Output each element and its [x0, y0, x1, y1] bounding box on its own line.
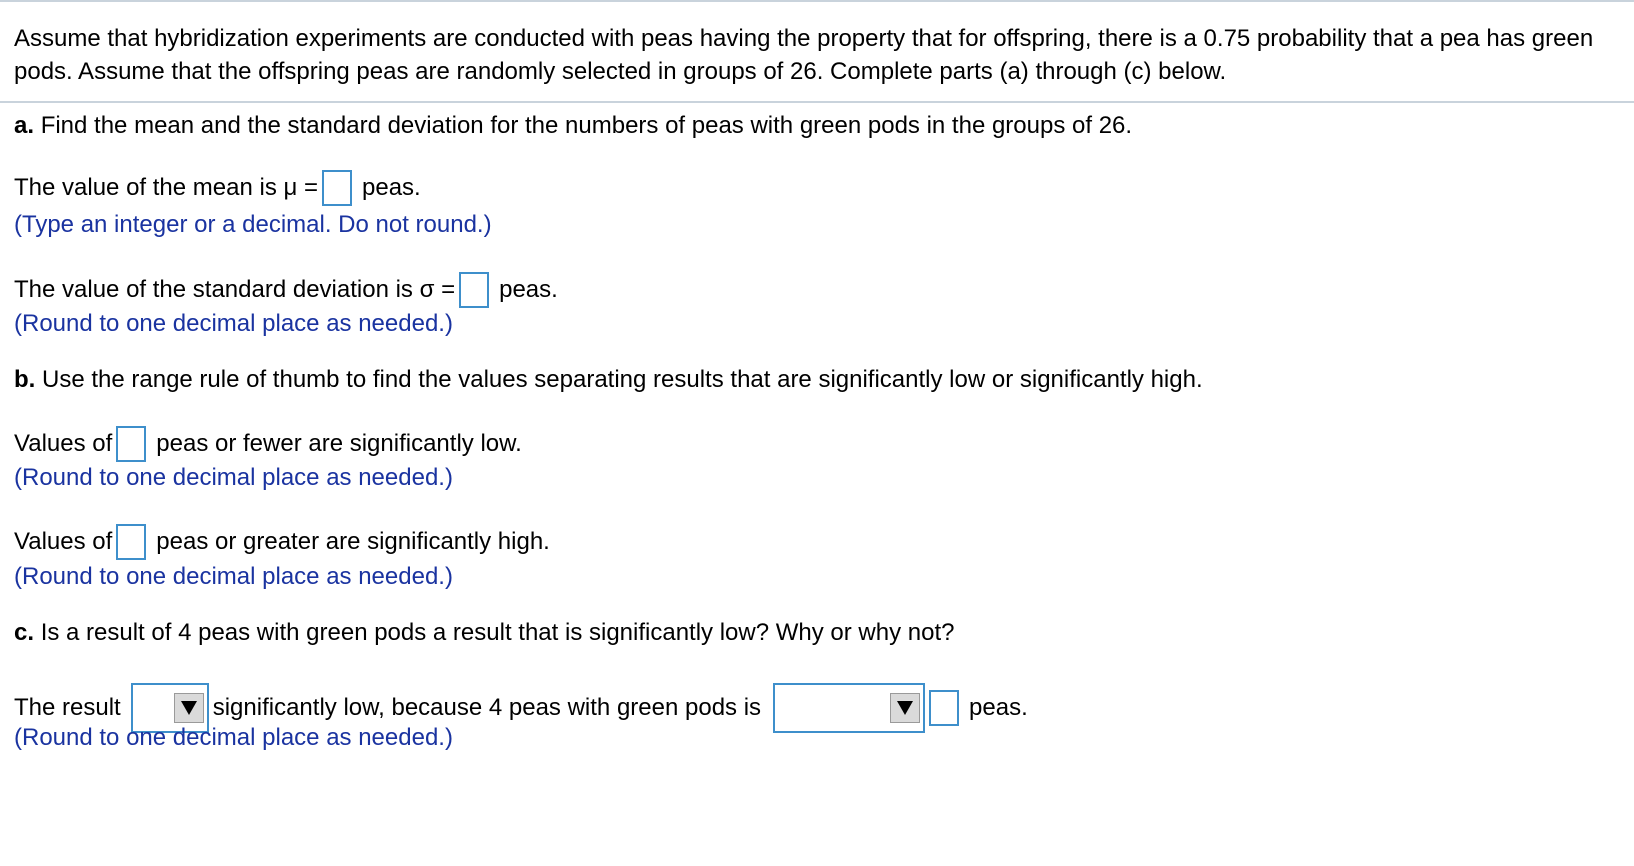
low-input[interactable]: [116, 426, 146, 462]
low-suffix: peas or fewer are significantly low.: [156, 430, 522, 457]
section-divider: [0, 101, 1634, 103]
low-prefix: Values of: [14, 430, 113, 457]
triangle-down-icon: [181, 701, 197, 715]
part-b-question: [14, 365, 1203, 395]
part-b-letter: b.: [14, 366, 36, 393]
sd-hint: (Round to one decimal place as needed.): [14, 310, 453, 337]
result-prefix: The result: [14, 694, 121, 721]
problem-statement: Assume that hybridization experiments are conducted with peas having the property that for offspring, there is a 0.75 probability that a pea has green pods. Assume that the offspring peas are randomly selected in groups of 26. Complete parts (a) through (c) below.: [14, 25, 1594, 85]
result-hint: (Round to one decimal place as needed.): [14, 724, 453, 751]
high-suffix: peas or greater are significantly high.: [156, 528, 550, 555]
part-c-letter: c.: [14, 619, 35, 646]
high-prefix: Values of: [14, 528, 113, 555]
part-b-question-text: Use the range rule of thumb to find the values separating results that are significantly low or significantly high.: [42, 366, 1203, 393]
low-row: [14, 426, 522, 462]
triangle-down-icon: [897, 701, 913, 715]
mean-hint: (Type an integer or a decimal. Do not round.): [14, 211, 492, 238]
part-a-letter: a.: [14, 112, 35, 139]
mean-suffix: peas.: [362, 174, 421, 201]
mean-row: [14, 170, 421, 206]
part-c-question: [14, 618, 954, 648]
mean-input[interactable]: [322, 170, 352, 206]
high-row: [14, 524, 550, 560]
sd-input[interactable]: [459, 272, 489, 308]
result-dropdown-toggle[interactable]: [174, 693, 204, 723]
part-c-question-text: Is a result of 4 peas with green pods a result that is significantly low? Why or why not?: [40, 619, 955, 646]
sd-prefix: The value of the standard deviation is σ =: [14, 276, 456, 303]
comparison-dropdown[interactable]: [773, 683, 925, 733]
comparison-value-input[interactable]: [929, 690, 959, 726]
result-middle-text: significantly low, because 4 peas with green pods is: [212, 694, 762, 721]
low-hint: (Round to one decimal place as needed.): [14, 464, 453, 491]
top-divider: [0, 0, 1634, 2]
comparison-dropdown-toggle[interactable]: [890, 693, 920, 723]
high-input[interactable]: [116, 524, 146, 560]
sd-row: [14, 272, 558, 308]
high-hint: (Round to one decimal place as needed.): [14, 563, 453, 590]
part-a-question: [14, 111, 1132, 141]
part-a-question-text: Find the mean and the standard deviation for the numbers of peas with green pods in the groups of 26.: [40, 112, 1133, 139]
result-suffix: peas.: [969, 694, 1028, 721]
mean-prefix: The value of the mean is μ =: [14, 174, 318, 201]
sd-suffix: peas.: [499, 276, 558, 303]
